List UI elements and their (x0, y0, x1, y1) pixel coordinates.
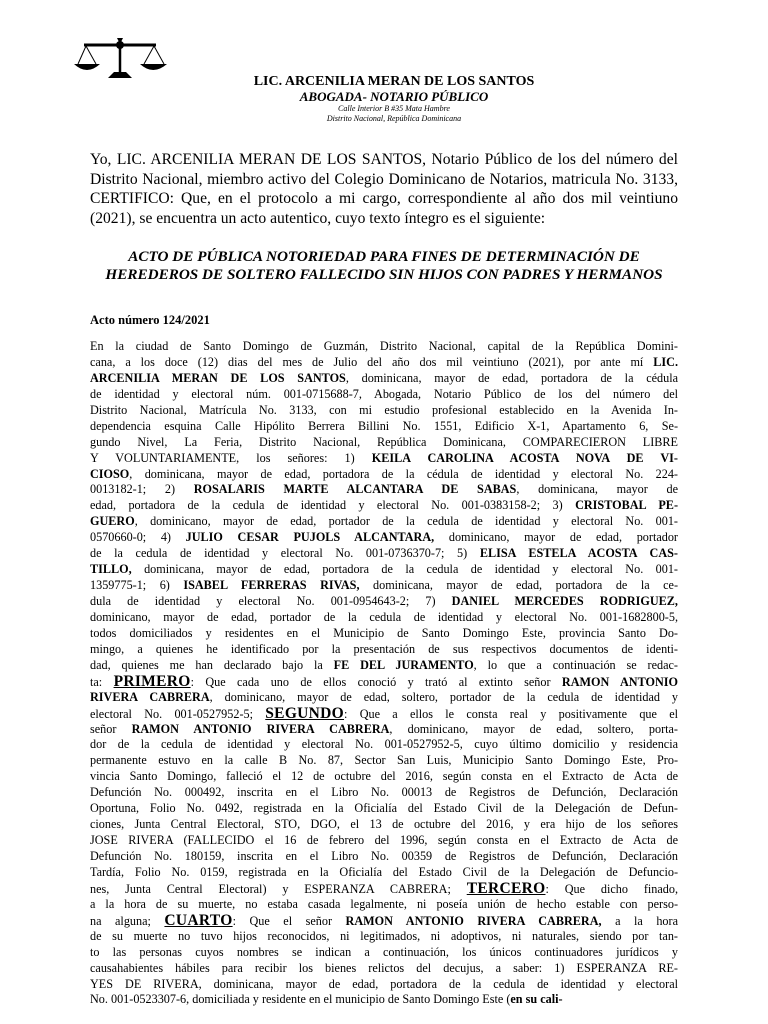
section-heading: TERCERO (466, 879, 546, 897)
body-segment: Defunción No. 180159, inscrita en el Libro No. 00359 de Registros de Defunción, Declaración (90, 849, 678, 863)
body-segment: Defunción No. 000492, inscrita en el Libro No. 00013 de Registros de Defunción, Declaración (90, 785, 678, 800)
body-line (90, 769, 678, 785)
body-segment: 0570660-0; 4) (90, 530, 186, 545)
body-segment: na alguna; (90, 913, 165, 928)
body-segment: dor de la cedula de identidad y electoral No. 001-0527952-5, cuyo último domicilio y residencia (90, 737, 678, 752)
body-line (90, 339, 678, 355)
body-segment: GUERO (90, 514, 135, 529)
body-segment: señor (90, 721, 132, 736)
body-segment: Tardía, Folio No. 0159, registrada en la Oficialía del Estado Civil de la Delegación de Defuncio- (90, 864, 678, 879)
body-line (90, 674, 678, 690)
body-line (90, 530, 678, 546)
section-heading: CUARTO (164, 911, 233, 929)
act-title: ACTO DE PÚBLICA NOTORIEDAD PARA FINES DE DETERMINACIÓN DE HEREDEROS DE SOLTERO FALLECIDO SIN HIJOS CON PADRES Y HERMANOS (105, 248, 663, 283)
body-segment: RAMON ANTONIO RIVERA CABRERA, (345, 913, 602, 928)
body-segment: RAMON ANTONIO RIVERA CABRERA (131, 721, 390, 736)
body-line (90, 706, 678, 722)
body-line (90, 562, 678, 578)
body-line (90, 514, 678, 530)
body-segment: KEILA CAROLINA ACOSTA NOVA DE VI- (371, 450, 678, 465)
body-line (90, 849, 678, 865)
body-line (90, 371, 678, 387)
body-segment: , dominicano, mayor de edad, soltero, portador de la cedula de identidad y (209, 689, 679, 704)
body-line (90, 642, 678, 658)
body-segment: ARCENILIA MERAN DE LOS SANTOS (90, 370, 346, 385)
body-segment: , dominicana, mayor de edad, portadora de la cédula de identidad y electoral No. 224- (129, 466, 678, 481)
body-segment: cana, a los doce (12) dias del mes de Julio del año dos mil veintiuno (2021), por ante mí (90, 354, 654, 369)
act-body (90, 339, 678, 1008)
body-segment: ta: (90, 674, 114, 689)
body-line (90, 658, 678, 674)
body-line (90, 546, 678, 562)
body-segment: : Que el señor (232, 913, 346, 928)
body-line (90, 785, 678, 801)
body-segment: de la cedula de identidad y electoral No. 001-0736370-7; 5) (90, 546, 480, 561)
body-line (90, 753, 678, 769)
body-segment: electoral No. 001-0527952-5; (90, 706, 266, 721)
body-segment: dula de identidad y electoral No. 001-0954643-2; 7) (90, 594, 452, 608)
body-segment: CRISTOBAL PE- (575, 498, 678, 513)
body-line (90, 626, 678, 642)
letterhead (0, 74, 768, 124)
body-segment: causahabientes hábiles para recibir los bienes relictos del decujus, a saber: 1) ESPERANZA RE- (90, 960, 678, 975)
address-line-2: Distrito Nacional, República Dominicana (326, 114, 462, 123)
body-segment: de identidad y electoral núm. 001-0715688-7, Abogada, Notario Público de los del número del (90, 386, 678, 401)
body-segment: , dominicano, mayor de edad, portador de la cedula de identidad y electoral No. 001- (134, 514, 678, 529)
body-line (90, 992, 678, 1008)
body-line (90, 451, 678, 467)
body-line (90, 419, 678, 435)
body-segment: a la hora (601, 913, 678, 928)
body-segment: dominicana, mayor de edad, portadora de la cedula de identidad y electoral No. 001- (131, 562, 678, 577)
body-segment: ISABEL FERRERAS RIVAS, (183, 578, 360, 593)
body-segment: dominicana, mayor de edad, portadora de la ce- (359, 578, 678, 593)
body-line (90, 355, 678, 371)
body-line (90, 387, 678, 403)
body-segment: 1359775-1; 6) (90, 578, 184, 593)
body-line (90, 403, 678, 419)
body-segment: , dominicana, mayor de edad, portadora de la cédula (345, 370, 678, 385)
body-segment: permanente estuvo en la calle B No. 87, Sector San Luis, Municipio Santo Domingo Este, Pro- (90, 753, 678, 768)
body-segment: FE DEL JURAMENTO (333, 657, 474, 672)
body-segment: mingo, a quienes he identificado por la presentación de sus respectivos documentos de identi- (90, 641, 678, 656)
body-segment: edad, portadora de la cedula de identidad y electoral No. 001-0383158-2; 3) (90, 498, 576, 513)
body-segment: DANIEL MERCEDES RODRIGUEZ, (451, 594, 678, 608)
body-line (90, 578, 678, 594)
body-line (90, 594, 678, 610)
body-segment: ROSALARIS MARTE ALCANTARA DE SABAS (193, 482, 517, 497)
body-segment: Distrito Nacional, Matrícula No. 3133, con mi estudio profesional establecido en la Avenida In- (90, 402, 678, 417)
body-segment: gundo Nivel, La Feria, Distrito Nacional, República Dominicana, COMPARECIERON LIBRE (90, 434, 678, 449)
body-line (90, 467, 678, 483)
body-line (90, 610, 678, 626)
body-line (90, 865, 678, 881)
body-line (90, 913, 678, 929)
body-segment: LIC. (653, 354, 678, 369)
body-line (90, 690, 678, 706)
body-segment: JOSE RIVERA (FALLECIDO el 16 de febrero del 1996, según consta en el Extracto de Acta de (90, 833, 678, 848)
body-segment: RIVERA CABRERA (90, 689, 210, 704)
body-line (90, 961, 678, 977)
body-segment: , lo que a continuación se redac- (473, 657, 678, 672)
body-segment: Y VOLUNTARIAMENTE, los señores: 1) (90, 450, 372, 465)
body-segment: , dominicana, mayor de (516, 482, 678, 497)
body-segment: to las personas cuyos nombres se indican a continuación, los únicos continuadores jurídicos y (90, 944, 678, 959)
body-line (90, 881, 678, 897)
body-segment: , dominicano, mayor de edad, soltero, porta- (389, 721, 678, 736)
body-segment: : Que dicho finado, (545, 881, 678, 896)
section-heading: SEGUNDO (265, 704, 345, 722)
body-line (90, 482, 678, 498)
body-line (90, 945, 678, 961)
body-segment: Oportuna, Folio No. 0492, registrada en la Oficialía del Estado Civil de la Delegación de Defun- (90, 801, 678, 816)
body-segment: TILLO, (90, 562, 132, 577)
section-heading: PRIMERO (113, 672, 191, 690)
body-segment: a la hora de su muerte, no estaba casada legalmente, ni poseía unión de hecho estable con perso- (90, 896, 678, 911)
body-line (90, 722, 678, 738)
body-line (90, 801, 678, 817)
address-line-1: Calle Interior B #35 Mata Hambre (338, 104, 450, 113)
body-segment: todos domiciliados y residentes en el Municipio de Santo Domingo Este, provincia Santo Do- (90, 625, 678, 640)
body-segment: : Que a ellos le consta real y positivamente que el (344, 706, 678, 721)
act-number: Acto número 124/2021 (90, 313, 210, 327)
body-segment: YES DE RIVERA, dominicana, mayor de edad, portadora de la cedula de identidad y electoral (90, 976, 678, 991)
body-segment: de su muerte no tuvo hijos reconocidos, ni legitimados, ni adoptivos, ni naturales, siendo por tan- (90, 928, 678, 943)
body-segment: CIOSO (90, 466, 130, 481)
body-line (90, 833, 678, 849)
body-segment: RAMON ANTONIO (561, 674, 678, 689)
body-segment: No. 001-0523307-6, domiciliada y residente en el municipio de Santo Domingo Este ( (90, 992, 511, 1007)
certification-intro: Yo, LIC. ARCENILIA MERAN DE LOS SANTOS, Notario Público de los del número del Distrito Nacional, miembro activo del Colegio Dominicano de Notarios, matricula No. 3133, CERTIFICO: Que, en el protocolo a mi cargo, correspondiente al año dos mil veintiuno (2021), se encuentra un acto autentico, cuyo texto íntegro es el siguiente: (90, 151, 678, 227)
body-line (90, 977, 678, 993)
notary-name: LIC. ARCENILIA MERAN DE LOS SANTOS (253, 74, 535, 89)
body-segment: ELISA ESTELA ACOSTA CAS- (479, 546, 678, 561)
body-segment: dependencia esquina Calle Hipólito Berrera Billini No. 1551, Edificio X-1, Apartamento 6, Se- (90, 418, 678, 433)
body-line (90, 737, 678, 753)
body-segment: vincia Santo Domingo, falleció el 12 de octubre del 2016, según consta en el Extracto de Acta de (90, 769, 678, 784)
body-segment: En la ciudad de Santo Domingo de Guzmán, Distrito Nacional, capital de la República Domini- (90, 339, 678, 353)
body-line (90, 897, 678, 913)
body-segment: dad, quienes me han declarado bajo la (90, 657, 334, 672)
body-line (90, 435, 678, 451)
body-segment: nes, Junta Central Electoral) y ESPERANZA CABRERA; (90, 881, 467, 896)
body-line (90, 817, 678, 833)
body-segment: dominicano, mayor de edad, portador (434, 530, 678, 545)
notary-title: ABOGADA- NOTARIO PÚBLICO (299, 89, 489, 104)
body-segment: en su cali- (510, 992, 563, 1007)
body-segment: 0013182-1; 2) (90, 482, 194, 497)
body-line (90, 929, 678, 945)
body-segment: JULIO CESAR PUJOLS ALCANTARA, (185, 530, 435, 545)
body-segment: : Que cada uno de ellos conoció y trató al extinto señor (190, 674, 562, 689)
body-segment: dominicano, mayor de edad, portador de la cedula de identidad y electoral No. 001-1682800-5, (90, 609, 678, 624)
body-line (90, 498, 678, 514)
body-segment: ciones, Junta Central Electoral, STO, DGO, el 13 de octubre del 2016, y era hijo de los señores (90, 817, 678, 832)
